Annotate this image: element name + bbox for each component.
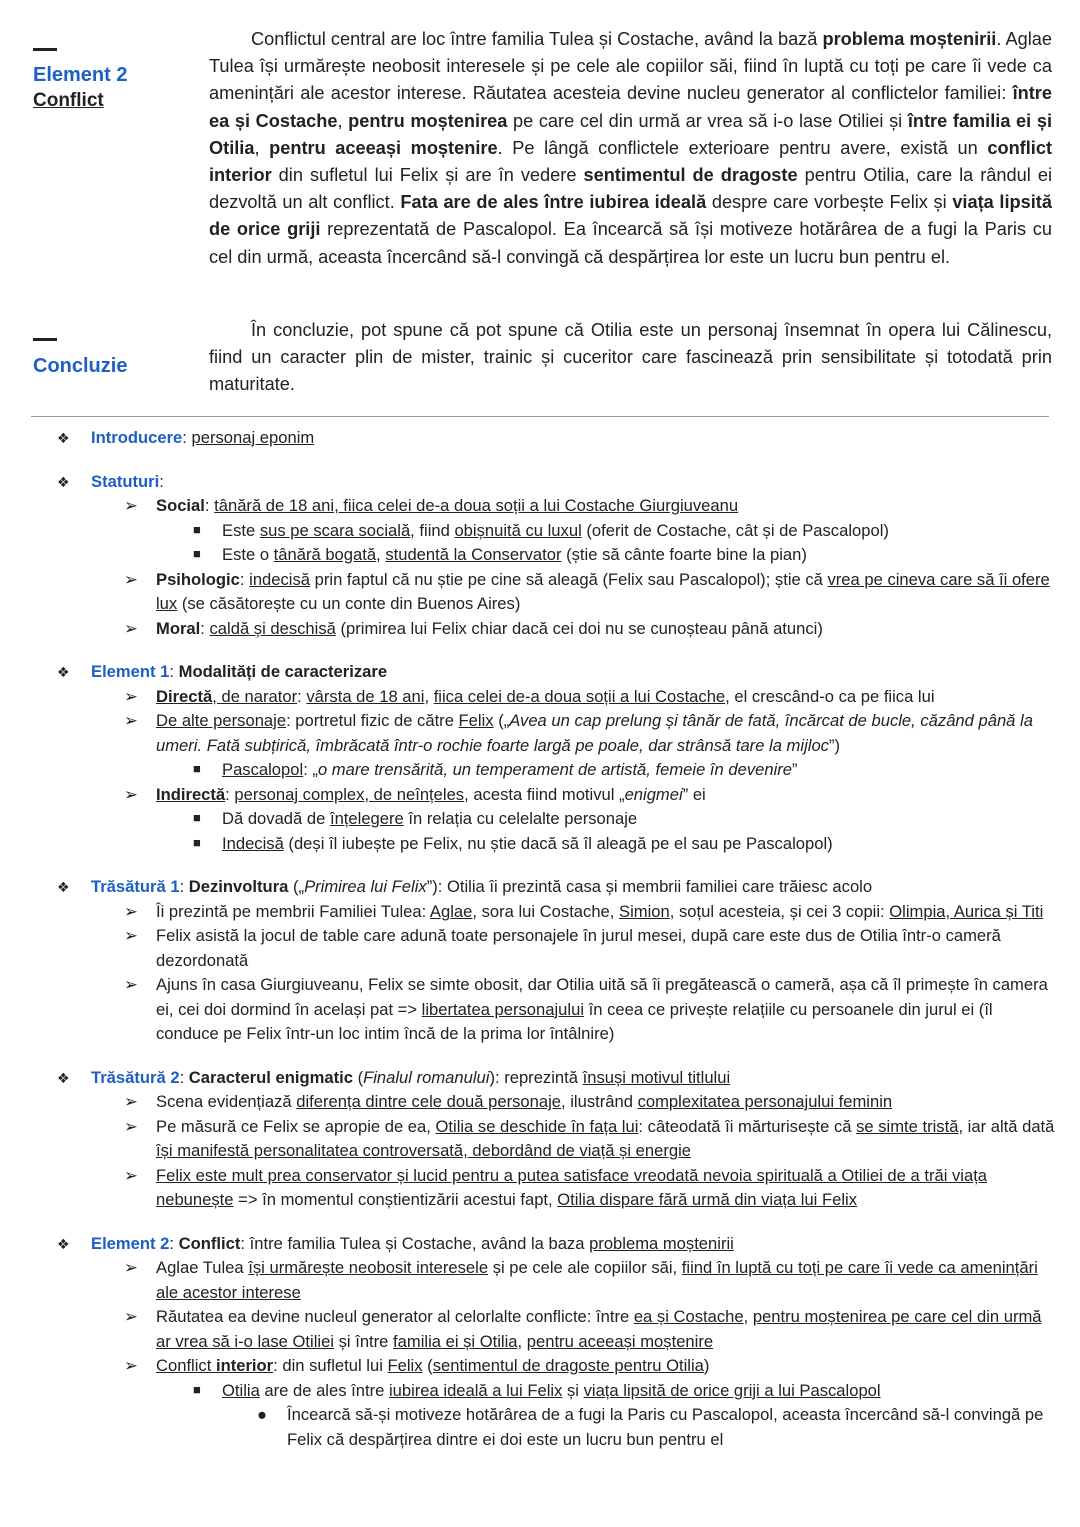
- section-divider: [31, 416, 1049, 417]
- list-item: ➢ Directă, de narator: vârsta de 18 ani, fiica celei de-a doua soții a lui Costache, el crescând-o ca pe fiica lui: [124, 686, 935, 706]
- list-item: ❖ Trăsătură 1: Dezinvoltura („Primirea lui Felix”): Otilia îi prezintă casa și membrii familiei care trăiesc acolo: [57, 877, 873, 896]
- list-item: ■ Dă dovadă de înțelegere în relația cu celelalte personaje: [193, 809, 638, 828]
- list-item: ➢ Ajuns în casa Giurgiuveanu, Felix se simte obosit, dar Otilia uită să îi pregătească o cameră, așa că îl primește în camera ei, cei doi dormind în același pat => libertatea personajului în ceea ce privește relațiile cu persoanele din jurul ei (îl conduce pe Felix într-un loc intim încă de la prima lor întâlnire): [124, 975, 1048, 1043]
- list-item: ➢ De alte personaje: portretul fizic de către Felix („Avea un cap prelung și tânăr de fată, încărcat de bucle, căzând până la umeri. Fată subțirică, îmbrăcată într-o rochie foarte largă pe poale, dar strânsă tare la mijloc”): [124, 711, 1033, 755]
- conflict-paragraph: Conflictul central are loc între familia Tulea și Costache, având la bază problema moștenirii. Aglae Tulea își urmărește neobosit interesele și pe cele ale copiilor săi, fiind în luptă cu toți pe care îi vede ca amenințări ale acestor interese. Răutatea acesteia devine nucleu generator al conflictelor familiei: între ea și Costache, pentru moștenirea pe care cel din urmă ar vrea să i-o lase Otiliei și între familia ei și Otilia, pentru aceeași moștenire. Pe lângă conflictele exterioare pentru avere, există un conflict interior din sufletul lui Felix și are în vedere sentimentul de dragoste pentru Otilia, care la rândul ei dezvoltă un alt conflict. Fata are de ales între iubirea ideală despre care vorbește Felix și viața lipsită de orice griji reprezentată de Pascalopol. Ea încearcă să își motiveze hotărârea de a fugi la Paris cu cel din urmă, aceasta încercând să-l convingă că despărțirea lor este un lucru bun pentru el.: [209, 29, 1053, 267]
- section-dash: [33, 338, 57, 341]
- section-label: Element 2: [33, 64, 128, 86]
- list-item: ➢ Moral: caldă și deschisă (primirea lui Felix chiar dacă cei doi nu se cunoșteau până atunci): [124, 618, 823, 638]
- list-item: ➢ Pe măsură ce Felix se apropie de ea, Otilia se deschide în fața lui: câteodată îi mărturisește că se simte tristă, iar altă dată își manifestă personalitatea controversată, debordând de viață și energie: [124, 1116, 1055, 1160]
- list-item: ❖ Element 1: Modalități de caracterizare: [57, 662, 388, 681]
- section-dash: [33, 48, 57, 51]
- list-item: ■ Otilia are de ales între iubirea ideală a lui Felix și viața lipsită de orice griji a lui Pascalopol: [193, 1380, 881, 1400]
- list-item: ➢ Social: tânără de 18 ani, fiica celei de-a doua soții a lui Costache Giurgiuveanu: [124, 496, 739, 515]
- section-label: Concluzie: [33, 355, 128, 377]
- list-item: ■ Este o tânără bogată, studentă la Conservator (știe să cânte foarte bine la pian): [193, 545, 807, 564]
- list-item: ■ Indecisă (deși îl iubește pe Felix, nu știe dacă să îl aleagă pe el sau pe Pascalopol): [193, 833, 833, 853]
- section-sublabel: Conflict: [33, 90, 104, 111]
- list-item: ➢ Scena evidențiază diferența dintre cele două personaje, ilustrând complexitatea personajului feminin: [124, 1092, 893, 1111]
- list-item: ■ Este sus pe scara socială, fiind obișnuită cu luxul (oferit de Costache, cât și de Pascalopol): [193, 520, 889, 540]
- outline-notes: [57, 426, 1057, 1452]
- conclusion-paragraph: În concluzie, pot spune că pot spune că Otilia este un personaj însemnat în opera lui Călinescu, fiind un caracter plin de mister, trainic și cuceritor care fascinează prin sensibilitate și totodată prin maturitate.: [209, 320, 1052, 395]
- list-item: ❖ Statuturi:: [57, 471, 164, 491]
- list-item: ➢ Răutatea ea devine nucleul generator al celorlalte conflicte: între ea și Costache, pentru moștenirea pe care cel din urmă ar vrea să i-o lase Otiliei și între familia ei și Otilia, pentru aceeași moștenire: [124, 1307, 1042, 1351]
- list-item: ➢ Conflict interior: din sufletul lui Felix (sentimentul de dragoste pentru Otilia): [124, 1356, 710, 1375]
- list-item: ➢ Psihologic: indecisă prin faptul că nu știe pe cine să aleagă (Felix sau Pascalopol); știe că vrea pe cineva care să îi ofere lux (se căsătorește cu un conte din Buenos Aires): [124, 569, 1050, 613]
- list-item: ➢ Indirectă: personaj complex, de neînțeles, acesta fiind motivul „enigmei” ei: [124, 784, 706, 804]
- list-item: ➢ Îi prezintă pe membrii Familiei Tulea: Aglae, sora lui Costache, Simion, soțul acesteia, și cei 3 copii: Olimpia, Aurica și Titi: [124, 901, 1044, 921]
- list-item: ➢ Aglae Tulea își urmărește neobosit interesele și pe cele ale copiilor săi, fiind în luptă cu toți pe care îi vede ca amenințări ale acestor interese: [124, 1258, 1038, 1302]
- list-item: ● Încearcă să-și motiveze hotărârea de a fugi la Paris cu Pascalopol, aceasta încercând să-l convingă pe Felix că despărțirea dintre ei doi este un lucru bun pentru el: [257, 1405, 1044, 1449]
- list-item: ❖ Trăsătură 2: Caracterul enigmatic (Finalul romanului): reprezintă însuși motivul titlului: [57, 1067, 731, 1087]
- list-item: ■ Pascalopol: „o mare trensărită, un temperament de artistă, femeie în devenire”: [193, 760, 798, 779]
- list-item: ➢ Felix asistă la jocul de table care adună toate personajele în jurul mesei, după care este dus de Otilia într-o cameră dezordonată: [124, 926, 1001, 970]
- list-item: ❖ Element 2: Conflict: între familia Tulea și Costache, având la baza problema moștenirii: [57, 1233, 734, 1253]
- list-item: ❖ Introducere: personaj eponim: [57, 428, 315, 447]
- list-item: ➢ Felix este mult prea conservator și lucid pentru a putea satisface vreodată nevoia spirituală a Otiliei de a trăi viața nebunește => în momentul conștientizării acestui fapt, Otilia dispare fără urmă din viața lui Felix: [124, 1165, 988, 1209]
